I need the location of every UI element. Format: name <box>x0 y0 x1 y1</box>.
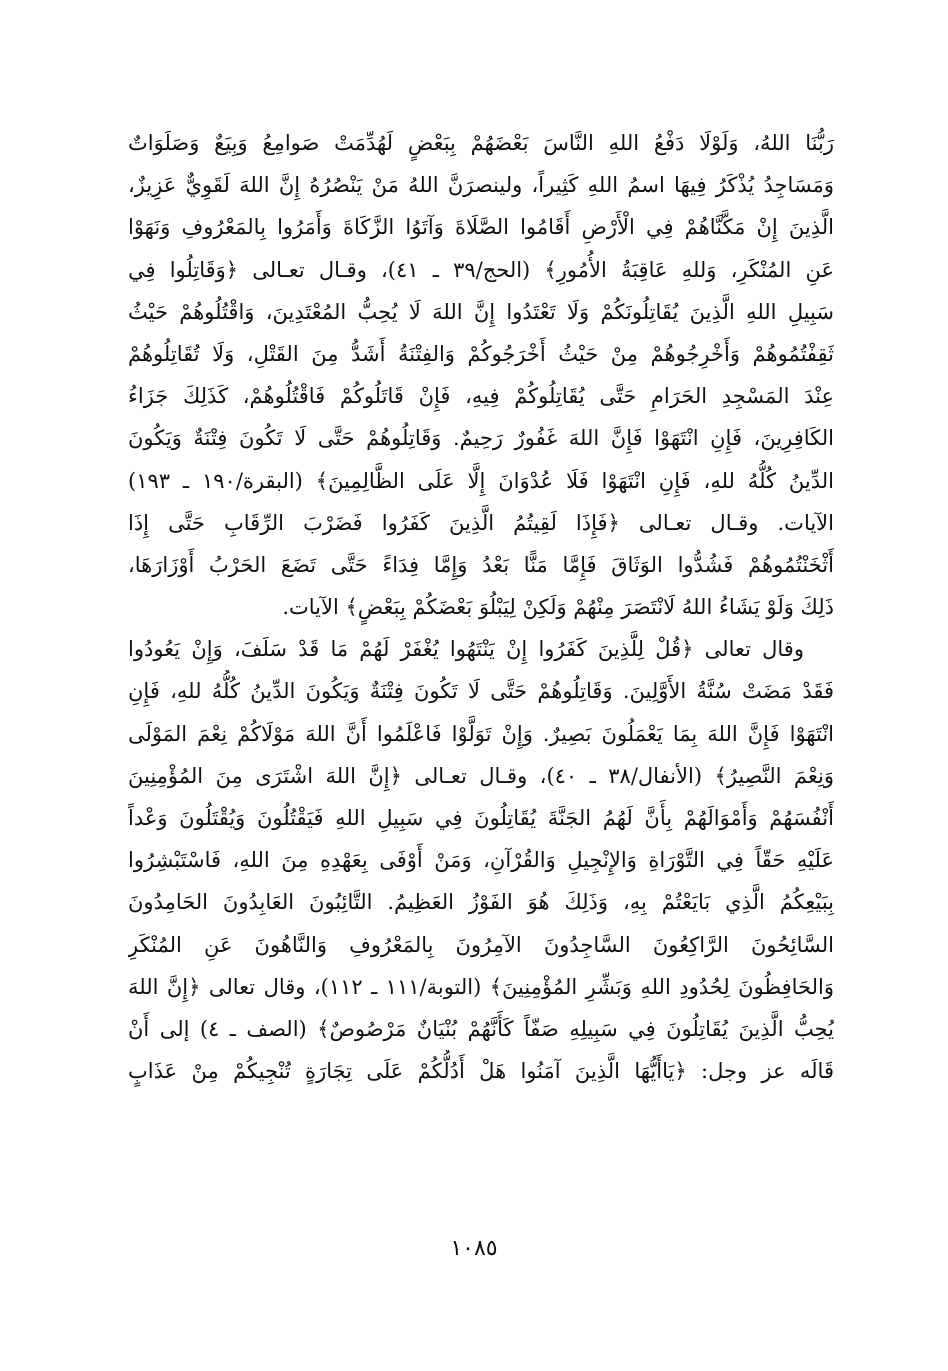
text-line: يُحِبُّ الَّذِينَ يُقَاتِلُونَ فِي سَبِيلِهِ صَفّاً كَأَنَّهُمْ بُنْيَانٌ مَرْصُوصٌ﴾ (الصف ـ ٤) إلى أَنْ <box>128 1016 834 1041</box>
text-line: الكَافِرِينَ، فَإِنِ انْتَهَوْا فَإِنَّ اللهَ غَفُورٌ رَحِيمٌ. وَقَاتِلُوهُمْ حَتَّى لَا تَكُونَ فِتْنَةٌ وَيَكُونَ <box>128 426 834 451</box>
text-line: فَقَدْ مَضَتْ سُنَّةُ الأَوَّلِينَ. وَقَاتِلُوهُمْ حَتَّى لَا تَكُونَ فِتْنَةٌ وَيَكُونَ الدِّينُ كُلُّهُ للهِ، فَإِنِ <box>128 679 834 704</box>
text-line: الدِّينُ كُلُّهُ للهِ، فَإِنِ انْتَهَوْا فَلَا عُدْوَانَ إِلَّا عَلَى الظَّالِمِينَ﴾ (البقرة/١٩٠ ـ ١٩٣) <box>128 468 834 493</box>
text-line: ذَلِكَ وَلَوْ يَشَاءُ اللهُ لَانْتَصَرَ مِنْهُمْ وَلَكِنْ لِيَبْلُوَ بَعْضَكُمْ بِبَعْضٍ﴾ الآيات. <box>282 595 834 620</box>
text-line: عَنِ المُنْكَرِ، وَللهِ عَاقِبَةُ الأُمُورِ﴾ (الحج/٣٩ ـ ٤١)، وقـال تعـالى ﴿وَقَاتِلُوا فِي <box>128 257 834 282</box>
text-line: الآيات. وقـال تعـالى ﴿فَإِذَا لَقِيتُمُ الَّذِينَ كَفَرُوا فَضَرْبَ الرِّقَابِ حَتَّى إِذَا <box>128 510 834 535</box>
text-line: بِبَيْعِكُمُ الَّذِي بَايَعْتُمْ بِهِ، وَذَلِكَ هُوَ الفَوْزُ العَظِيمُ. التَّائِبُونَ العَابِدُونَ الحَامِدُونَ <box>128 890 834 915</box>
body-text <box>128 122 834 1092</box>
text-line: أَنْفُسَهُمْ وَأَمْوَالَهُمْ بِأَنَّ لَهُمُ الجَنَّةَ يُقَاتِلُونَ فِي سَبِيلِ اللهِ فَيَقْتُلُونَ وَيُقْتَلُونَ وَعْداً <box>128 806 834 830</box>
text-line: انْتَهَوْا فَإِنَّ اللهَ بِمَا يَعْمَلُونَ بَصِيرٌ. وَإِنْ تَوَلَّوْا فَاعْلَمُوا أَنَّ اللهَ مَوْلَاكُمْ نِعْمَ المَوْلَى <box>128 721 834 746</box>
text-line: أَثْخَنْتُمُوهُمْ فَشُدُّوا الوَثَاقَ فَإِمَّا مَنًّا بَعْدُ وَإِمَّا فِدَاءً حَتَّى تَضَعَ الحَرْبُ أَوْزَارَهَا، <box>128 552 834 577</box>
text-line: وَنِعْمَ النَّصِيرُ﴾ (الأنفال/٣٨ ـ ٤٠)، وقـال تعـالى ﴿إِنَّ اللهَ اشْتَرَى مِنَ المُؤْمِنِينَ <box>128 763 834 788</box>
text-line: رَبُّنَا اللهُ، وَلَوْلَا دَفْعُ اللهِ النَّاسَ بَعْضَهُمْ بِبَعْضٍ لَهُدِّمَتْ صَوامِعُ وَبِيَعٌ وَصَلَوَاتٌ <box>128 131 834 155</box>
text-line: الَّذِينَ إِنْ مَكَّنَّاهُمْ فِي الْأَرْضِ أَقَامُوا الصَّلَاةَ وَآتَوُا الزَّكَاةَ وَأَمَرُوا بِالمَعْرُوفِ وَنَهَوْا <box>128 215 834 240</box>
text-line: عِنْدَ المَسْجِدِ الحَرَامِ حَتَّى يُقَاتِلُوكُمْ فِيهِ، فَإِنْ قَاتَلُوكُمْ فَاقْتُلُوهُمْ، كَذَلِكَ جَزَاءُ <box>128 384 834 409</box>
text-line: ثَقِفْتُمُوهُمْ وَأَخْرِجُوهُمْ مِنْ حَيْثُ أَخْرَجُوكُمْ وَالفِتْنَةُ أَشَدُّ مِنَ القَتْلِ، وَلَا تُقَاتِلُوهُمْ <box>128 341 834 366</box>
text-line: وقال تعالى ﴿قُلْ لِلَّذِينَ كَفَرُوا إِنْ يَنْتَهُوا يُغْفَرْ لَهُمْ مَا قَدْ سَلَفَ، وَإِنْ يَعُودُوا <box>128 637 804 662</box>
page-number: ١٠٨٥ <box>450 1236 498 1261</box>
text-line: قَالَه عز وجل: ﴿يَاأَيُّهَا الَّذِينَ آمَنُوا هَلْ أَدُلُّكُمْ عَلَى تِجَارَةٍ تُنْجِيكُمْ مِنْ عَذَابٍ <box>128 1059 834 1084</box>
text-line: السَّائِحُونَ الرَّاكِعُونَ السَّاجِدُونَ الآمِرُونَ بِالمَعْرُوفِ وَالنَّاهُونَ عَنِ المُنْكَرِ <box>128 932 834 957</box>
text-line: عَلَيْهِ حَقّاً فِي التَّوْرَاةِ وَالإِنْجِيلِ وَالقُرْآنِ، وَمَنْ أَوْفَى بِعَهْدِهِ مِنَ اللهِ، فَاسْتَبْشِرُوا <box>128 848 834 873</box>
text-line: وَالحَافِظُونَ لِحُدُودِ اللهِ وَبَشِّرِ المُؤْمِنِينَ﴾ (التوبة/١١١ ـ ١١٢)، وقال تعالى ﴿إِنَّ اللهَ <box>128 974 834 999</box>
text-line: سَبِيلِ اللهِ الَّذِينَ يُقَاتِلُونَكُمْ وَلَا تَعْتَدُوا إِنَّ اللهَ لَا يُحِبُّ المُعْتَدِينَ، وَاقْتُلُوهُمْ حَيْثُ <box>128 299 834 324</box>
text-line: وَمَسَاجِدُ يُذْكَرُ فِيهَا اسمُ اللهِ كَثِيراً، ولينصرَنَّ اللهُ مَنْ يَنْصُرُهُ إِنَّ اللهَ لَقَوِيٌّ عَزِيزٌ، <box>128 173 834 198</box>
